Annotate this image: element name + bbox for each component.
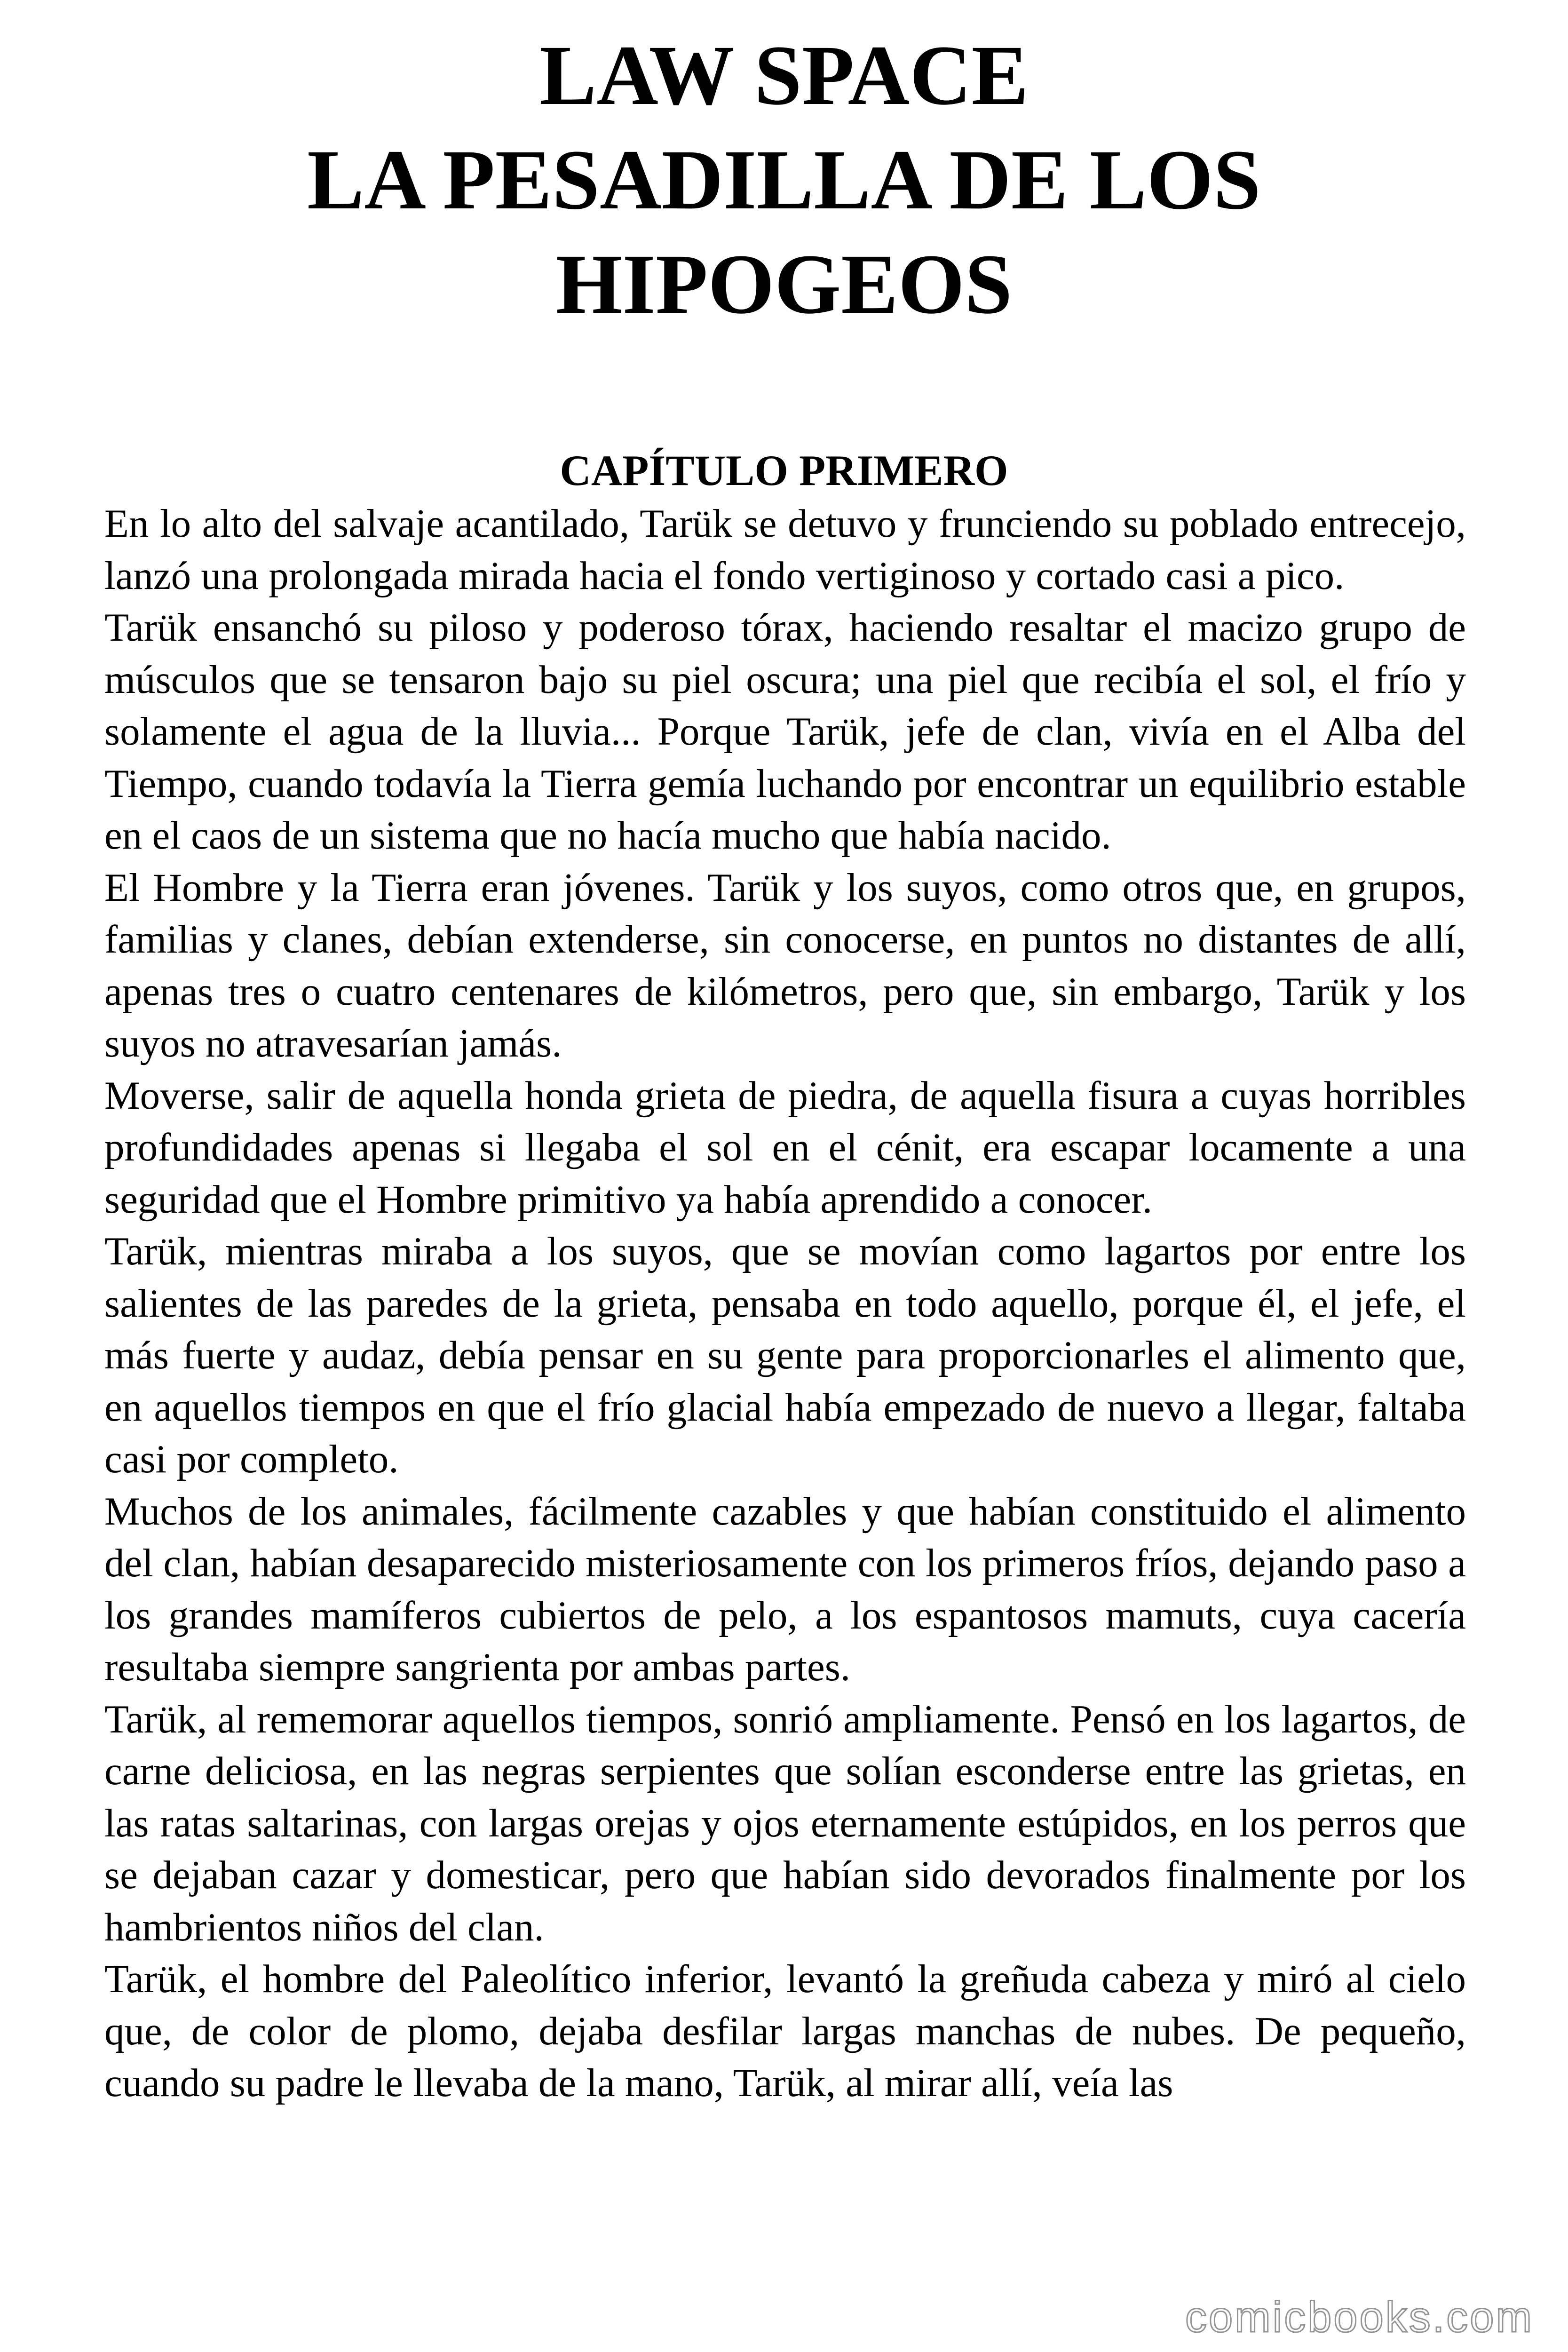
title-line-2: LA PESADILLA DE LOS bbox=[307, 133, 1261, 227]
chapter-body bbox=[104, 498, 1466, 2109]
title-line-3: HIPOGEOS bbox=[555, 237, 1013, 332]
paragraph: Tarük, mientras miraba a los suyos, que se movían como lagartos por entre los salientes de las paredes de la grieta, pensaba en todo aquello, porque él, el jefe, el más fuerte y audaz, debía pensar en su gente para proporcionarles el alimento que, en aquellos tiempos en que el frío glacial había empezado de nuevo a llegar, faltaba casi por completo. bbox=[104, 1229, 1466, 1481]
chapter-heading: CAPÍTULO PRIMERO bbox=[560, 446, 1008, 494]
paragraph: En lo alto del salvaje acantilado, Tarük se detuvo y frunciendo su poblado entrecejo, lanzó una prolongada mirada hacia el fondo vertiginoso y cortado casi a pico. bbox=[104, 501, 1466, 598]
paragraph: El Hombre y la Tierra eran jóvenes. Tarük y los suyos, como otros que, en grupos, familias y clanes, debían extenderse, sin conocerse, en puntos no distantes de allí, apenas tres o cuatro centenares de kilómetros, pero que, sin embargo, Tarük y los suyos no atravesarían jamás. bbox=[104, 865, 1466, 1065]
watermark: comicbooks.com bbox=[1185, 2293, 1534, 2341]
paragraph: Moverse, salir de aquella honda grieta de piedra, de aquella fisura a cuyas horribles profundidades apenas si llegaba el sol en el cénit, era escapar locamente a una seguridad que el Hombre primitivo ya había aprendido a conocer. bbox=[104, 1073, 1466, 1222]
paragraph: Tarük, el hombre del Paleolítico inferior, levantó la greñuda cabeza y miró al cielo que, de color de plomo, dejaba desfilar largas manchas de nubes. De pequeño, cuando su padre le llevaba de la mano, Tarük, al mirar allí, veía las bbox=[104, 1957, 1466, 2105]
paragraph: Tarük ensanchó su piloso y poderoso tórax, haciendo resaltar el macizo grupo de músculos que se tensaron bajo su piel oscura; una piel que recibía el sol, el frío y solamente el agua de la lluvia... Porque Tarük, jefe de clan, vivía en el Alba del Tiempo, cuando todavía la Tierra gemía luchando por encontrar un equilibrio estable en el caos de un sistema que no hacía mucho que había nacido. bbox=[104, 605, 1466, 858]
paragraph: Muchos de los animales, fácilmente cazables y que habían constituido el alimento del clan, habían desaparecido misteriosamente con los primeros fríos, dejando paso a los grandes mamíferos cubiertos de pelo, a los espantosos mamuts, cuya cacería resultaba siempre sangrienta por ambas partes. bbox=[104, 1489, 1466, 1689]
paragraph: Tarük, al rememorar aquellos tiempos, sonrió ampliamente. Pensó en los lagartos, de carne deliciosa, en las negras serpientes que solían esconderse entre las grietas, en las ratas saltarinas, con largas orejas y ojos eternamente estúpidos, en los perros que se dejaban cazar y domesticar, pero que habían sido devorados finalmente por los hambrientos niños del clan. bbox=[104, 1697, 1466, 1949]
title-line-1: LAW SPACE bbox=[539, 28, 1029, 123]
book-title bbox=[0, 24, 1568, 337]
